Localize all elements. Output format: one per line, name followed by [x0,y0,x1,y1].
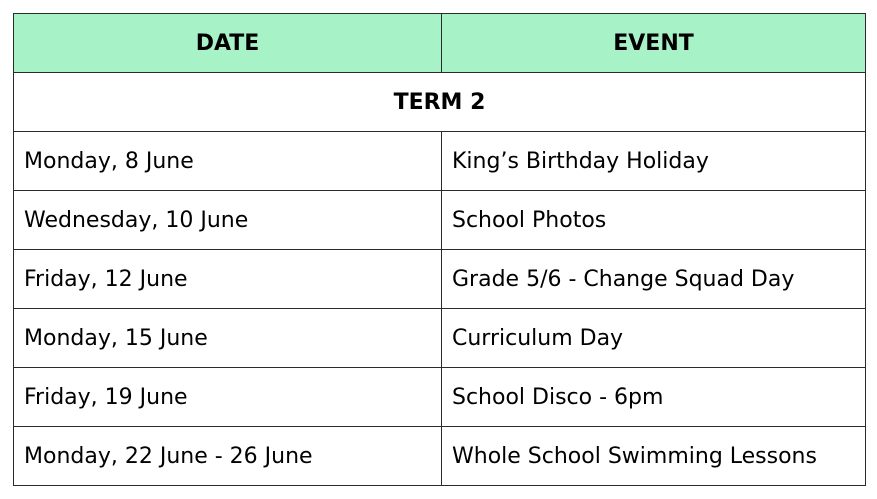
event-name: Grade 5/6 - Change Squad Day [442,250,866,309]
event-name: School Photos [442,191,866,250]
table-row [14,309,866,368]
date-column-header: DATE [14,14,442,73]
event-name: Whole School Swimming Lessons [442,427,866,486]
table-header-row [14,14,866,73]
event-date: Monday, 8 June [14,132,442,191]
table-row [14,191,866,250]
table-row [14,368,866,427]
term-label: TERM 2 [14,73,866,132]
events-table [13,13,866,486]
event-date: Friday, 19 June [14,368,442,427]
event-name: School Disco - 6pm [442,368,866,427]
term-row [14,73,866,132]
event-date: Wednesday, 10 June [14,191,442,250]
table-row [14,250,866,309]
event-column-header: EVENT [442,14,866,73]
event-date: Monday, 22 June - 26 June [14,427,442,486]
table-row [14,427,866,486]
event-name: Curriculum Day [442,309,866,368]
event-date: Friday, 12 June [14,250,442,309]
event-date: Monday, 15 June [14,309,442,368]
table-row [14,132,866,191]
event-name: King’s Birthday Holiday [442,132,866,191]
